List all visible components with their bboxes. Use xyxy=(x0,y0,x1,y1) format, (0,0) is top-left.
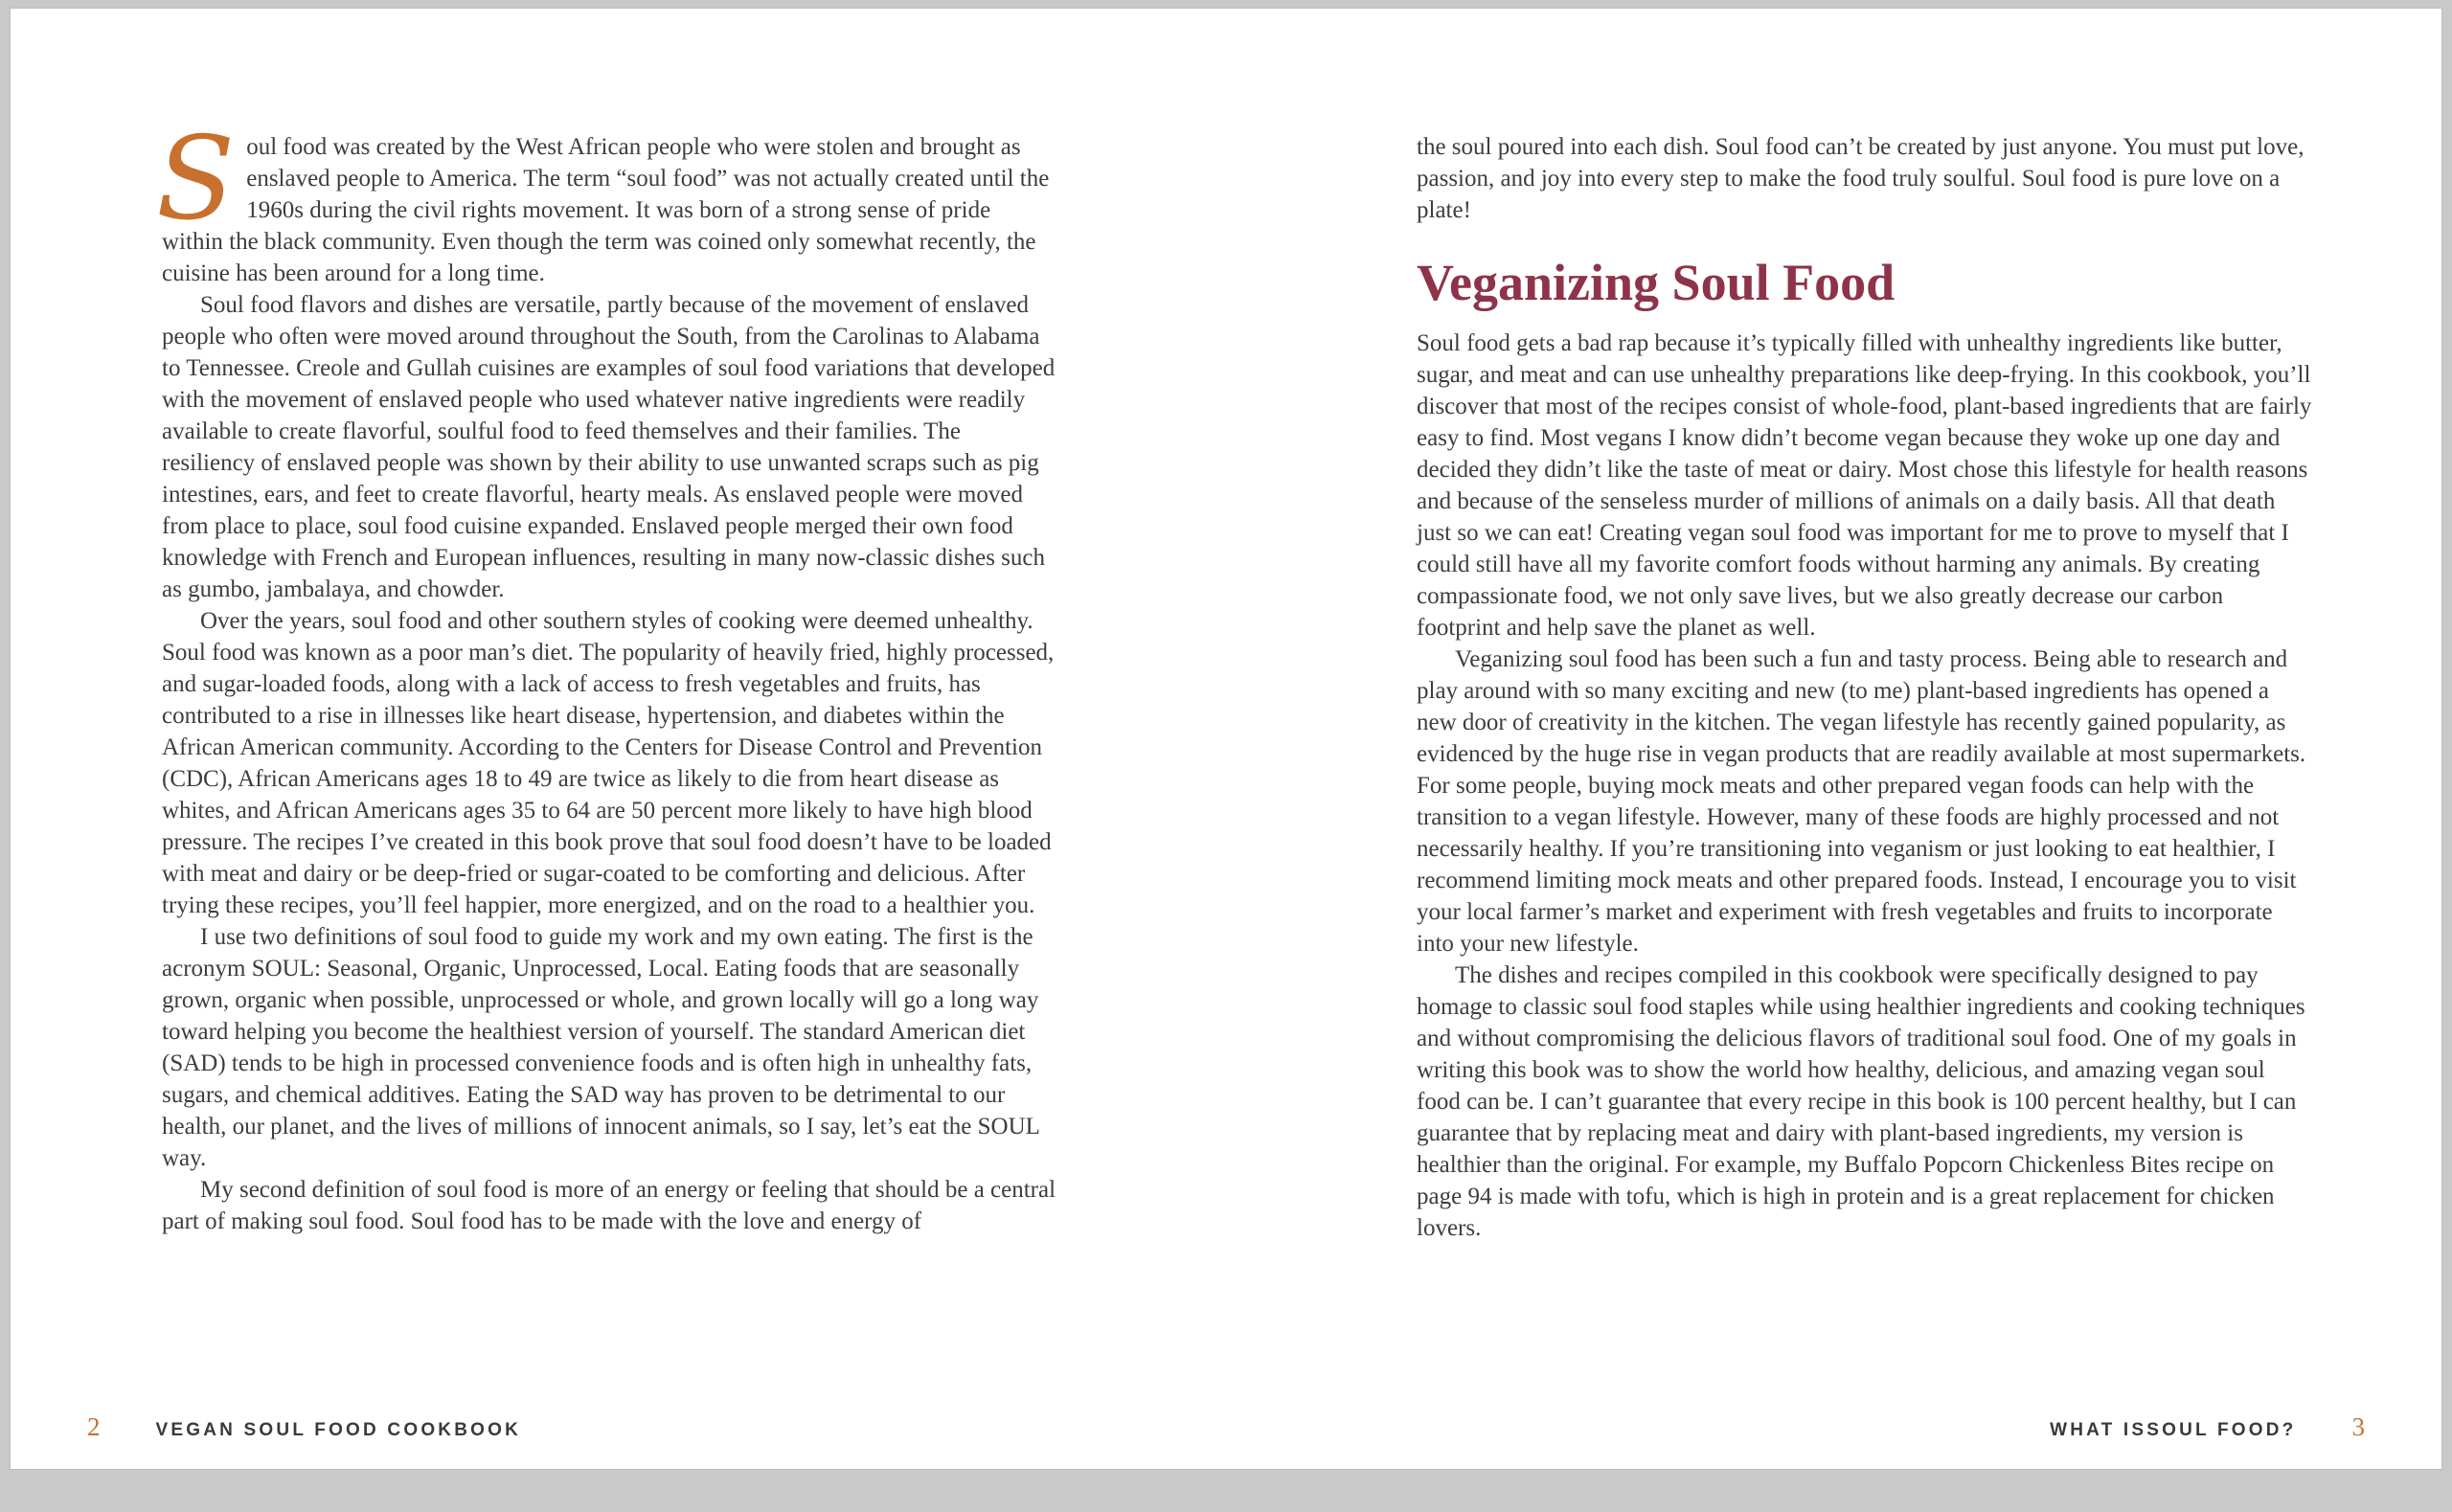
running-head-left: VEGAN SOUL FOOD COOKBOOK xyxy=(155,1420,522,1440)
dropcap-letter: S xyxy=(156,113,236,246)
page-number-left: 2 xyxy=(87,1412,101,1441)
paragraph: Veganizing soul food has been such a fun and tasty process. Being able to research and play around with so many exciting and new (to me) plant-based ingredients has opened a new door of creativity in the kitchen. The vegan lifestyle has recently gained popularity, as evidenced by the huge rise in vegan products that are readily available at most supermarkets. For some people, buying mock meats and other prepared vegan foods can help with the transition to a vegan lifestyle. However, many of these foods are highly processed and not necessarily healthy. If you’re transitioning into veganism or just looking to eat healthier, I recommend limiting mock meats and other prepared foods. Instead, I encourage you to visit your local farmer’s market and experiment with fresh vegetables and fruits to incorporate into your new lifestyle. xyxy=(1417,646,2306,957)
page-footer xyxy=(11,1412,2441,1451)
left-page-text-column xyxy=(156,113,1057,1237)
paragraph: My second definition of soul food is more of an energy or feeling that should be a central part of making soul food. Soul food has to be made with the love and energy of xyxy=(162,1177,1056,1234)
footer-left-group xyxy=(87,1412,521,1442)
footer-right-group xyxy=(2050,1412,2365,1442)
right-page-text-column xyxy=(1417,131,2312,1244)
section-heading: Veganizing Soul Food xyxy=(1417,254,1896,311)
paragraph-text: oul food was created by the West African people who were stolen and brought as enslaved people to America. The term “soul food” was not actually created until the 1960s during the civil rights movement. It was born of a strong sense of pride within the black community. Even though the term was coined only somewhat recently, the cuisine has been around for a long time. xyxy=(162,134,1050,286)
page-number-right: 3 xyxy=(2351,1412,2365,1441)
paragraph-continuation: the soul poured into each dish. Soul food can’t be created by just anyone. You must put love, passion, and joy into every step to make the food truly soulful. Soul food is pure love on a plate! xyxy=(1417,134,2304,223)
paragraph: Over the years, soul food and other southern styles of cooking were deemed unhealthy. Soul food was known as a poor man’s diet. The popularity of heavily fried, highly processed, and sugar-loaded foods, along with a lack of access to fresh vegetables and fruits, has contributed to a rise in illnesses like heart disease, hypertension, and diabetes within the African American community. According to the Centers for Disease Control and Prevention (CDC), African Americans ages 18 to 49 are twice as likely to die from heart disease as whites, and African Americans ages 35 to 64 are 50 percent more likely to have high blood pressure. The recipes I’ve created in this book prove that soul food doesn’t have to be loaded with meat and dairy or be deep-fried or sugar-coated to be comforting and delicious. After trying these recipes, you’ll feel happier, more energized, and on the road to a healthier you. xyxy=(162,608,1055,918)
paragraph-with-dropcap xyxy=(156,113,1057,289)
paragraph: The dishes and recipes compiled in this cookbook were specifically designed to pay homage to classic soul food staples while using healthier ingredients and cooking techniques and without compromising the delicious flavors of traditional soul food. One of my goals in writing this book was to show the world how healthy, delicious, and amazing vegan soul food can be. I can’t guarantee that every recipe in this book is 100 percent healthy, but I can guarantee that by replacing meat and dairy with plant-based ingredients, my version is healthier than the original. For example, my Buffalo Popcorn Chickenless Bites recipe on page 94 is made with tofu, which is high in protein and is a great replacement for chicken lovers. xyxy=(1417,962,2305,1241)
paragraph: Soul food flavors and dishes are versatile, partly because of the movement of enslaved people who often were moved around throughout the South, from the Carolinas to Alabama to Tennessee. Creole and Gullah cuisines are examples of soul food variations that developed with the movement of enslaved people who used whatever native ingredients were readily available to create flavorful, soulful food to feed themselves and their families. The resiliency of enslaved people was shown by their ability to use unwanted scraps such as pig intestines, ears, and feet to create flavorful, hearty meals. As enslaved people were moved from place to place, soul food cuisine expanded. Enslaved people merged their own food knowledge with French and European influences, resulting in many now-classic dishes such as gumbo, jambalaya, and chowder. xyxy=(162,292,1056,602)
paragraph: I use two definitions of soul food to guide my work and my own eating. The first is the acronym SOUL: Seasonal, Organic, Unprocessed, Local. Eating foods that are seasonally grown, organic when possible, unprocessed or whole, and grown locally will go a long way toward helping you become the healthiest version of yourself. The standard American diet (SAD) tends to be high in processed convenience foods and is often high in unhealthy fats, sugars, and chemical additives. Eating the SAD way has proven to be detrimental to our health, our planet, and the lives of millions of innocent animals, so I say, let’s eat the SOUL way. xyxy=(162,924,1040,1171)
running-head-right: WHAT ISSOUL FOOD? xyxy=(2050,1420,2297,1440)
book-spread xyxy=(10,8,2442,1470)
paragraph: Soul food gets a bad rap because it’s typically filled with unhealthy ingredients like butter, sugar, and meat and can use unhealthy preparations like deep-frying. In this cookbook, you’ll discover that most of the recipes consist of whole-food, plant-based ingredients that are fairly easy to find. Most vegans I know didn’t become vegan because they woke up one day and decided they didn’t like the taste of meat or dairy. Most chose this lifestyle for health reasons and because of the senseless murder of millions of animals on a daily basis. All that death just so we can eat! Creating vegan soul food was important for me to prove to myself that I could still have all my favorite comfort foods without harming any animals. By creating compassionate food, we not only save lives, but we also greatly decrease our carbon footprint and help save the planet as well. xyxy=(1417,330,2312,641)
